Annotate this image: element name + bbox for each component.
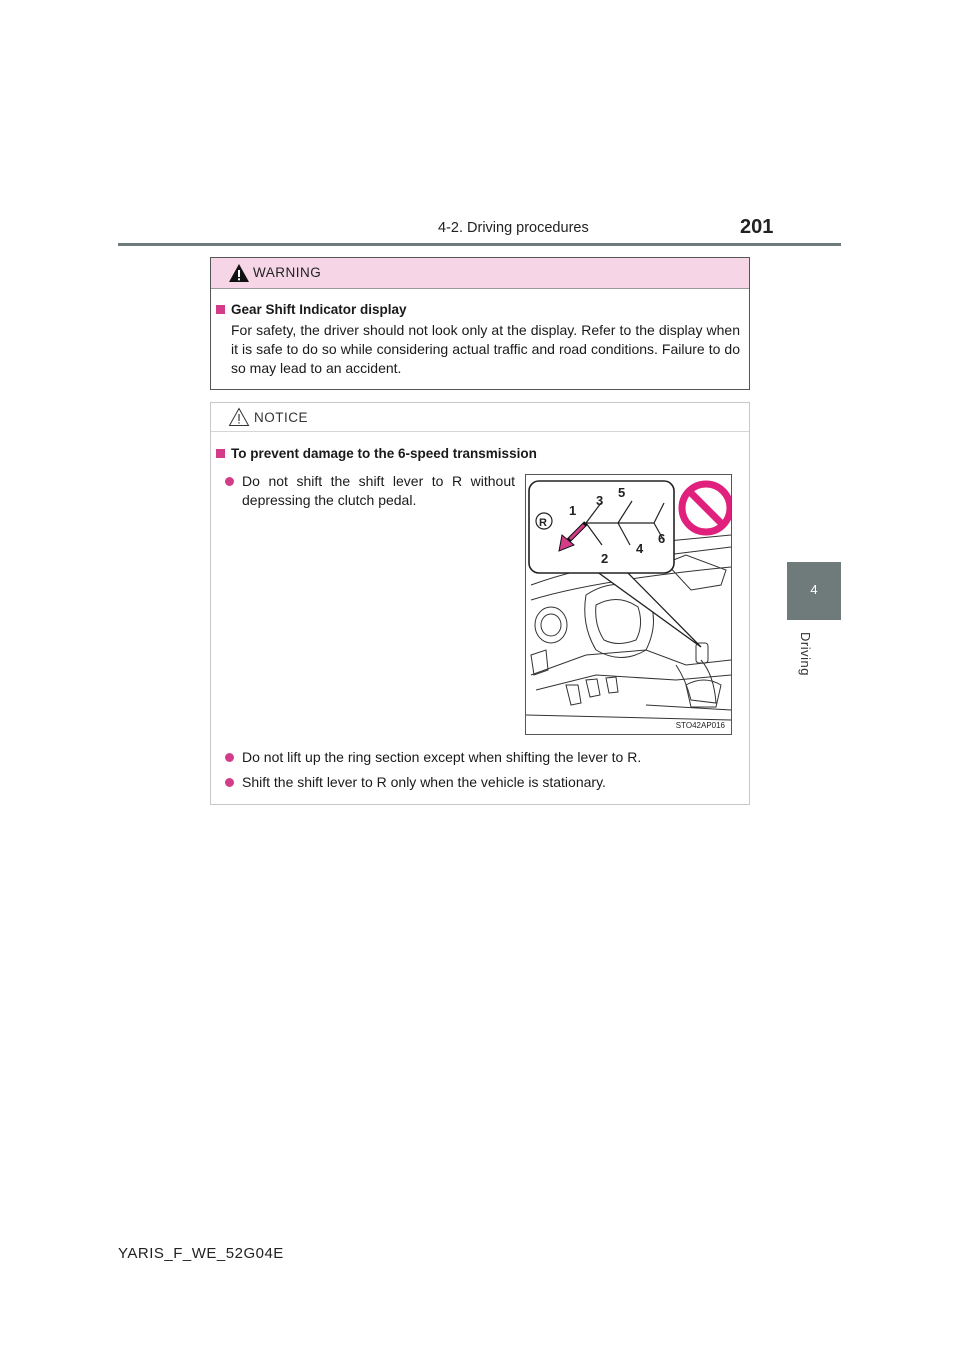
notice-triangle-icon (228, 407, 250, 427)
header-divider (118, 243, 841, 246)
prohibited-icon (682, 484, 730, 532)
gear-label-5: 5 (618, 485, 626, 500)
notice-bullet-3 (225, 773, 740, 792)
gear-label-3: 3 (596, 493, 604, 508)
gear-label-4: 4 (636, 541, 644, 556)
warning-box (210, 257, 750, 390)
warning-body: For safety, the driver should not look only at the display. Refer to the display when it is safe to do so while considering actual traffic and road conditions. Failure to do so may lead to an accident. (231, 322, 740, 376)
square-bullet-icon (216, 305, 225, 314)
notice-bullet-2-text: Do not lift up the ring section except when shifting the lever to R. (242, 749, 642, 765)
gear-label-2: 2 (601, 551, 609, 566)
shift-illustration-drawing (526, 475, 731, 734)
notice-subheading (216, 446, 537, 461)
shift-lever-illustration (525, 474, 732, 735)
warning-header (211, 258, 749, 289)
warning-triangle-icon (228, 263, 250, 283)
document-id: YARIS_F_WE_52G04E (118, 1245, 284, 1262)
figure-code: STO42AP016 (675, 721, 725, 730)
chapter-title: Driving (798, 632, 813, 676)
round-bullet-icon (225, 778, 234, 787)
gear-label-6: 6 (658, 531, 666, 546)
notice-bullet-1-text: Do not shift the shift lever to R without depressing the clutch pedal. (242, 473, 515, 508)
warning-subheading-text: Gear Shift Indicator display (231, 302, 407, 317)
notice-bullet-2 (225, 748, 740, 767)
notice-bullet-1 (225, 472, 515, 510)
header-section-title: 4-2. Driving procedures (438, 220, 589, 236)
square-bullet-icon (216, 449, 225, 458)
chapter-tab[interactable] (787, 562, 841, 620)
warning-subheading (216, 302, 407, 317)
notice-header (211, 403, 749, 432)
notice-title: NOTICE (254, 410, 309, 425)
notice-subheading-text: To prevent damage to the 6-speed transmission (231, 446, 537, 461)
gear-label-r: R (539, 517, 547, 529)
page-number: 201 (740, 216, 774, 238)
round-bullet-icon (225, 753, 234, 762)
notice-bullet-3-text: Shift the shift lever to R only when the vehicle is stationary. (242, 774, 606, 790)
chapter-number: 4 (810, 582, 818, 597)
gear-label-1: 1 (569, 503, 577, 518)
warning-title: WARNING (253, 265, 322, 280)
round-bullet-icon (225, 477, 234, 486)
